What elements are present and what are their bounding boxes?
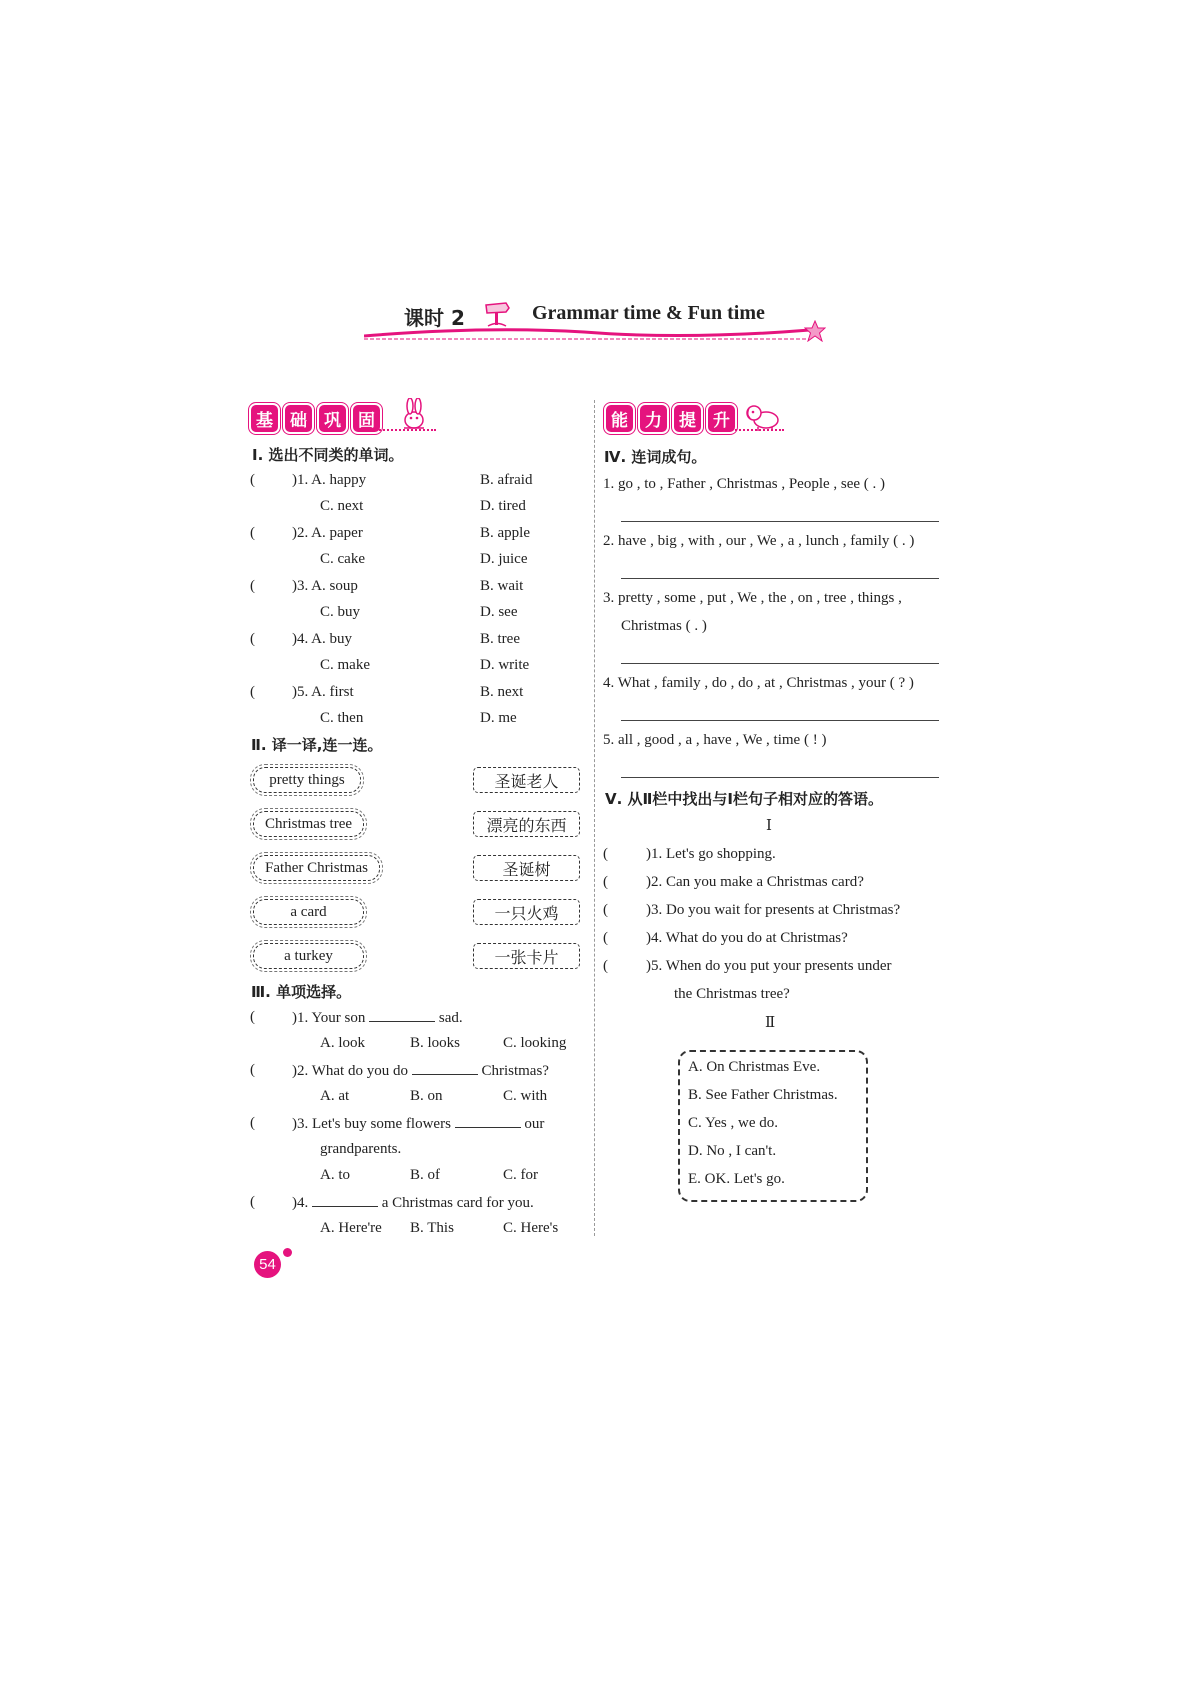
answer-paren: ( [603, 846, 608, 862]
match-chinese-item[interactable]: 一张卡片 [473, 943, 580, 969]
answer-line[interactable] [621, 720, 939, 721]
question-option-a: )3. A. soup [292, 578, 358, 594]
banner-char: 能 [604, 403, 635, 434]
word-order-item: 5. all , good , a , have , We , time ( ! ) [603, 732, 827, 748]
question-option-a: )1. A. happy [292, 472, 367, 488]
answer-option: C. Yes , we do. [688, 1115, 779, 1131]
mc-question [292, 1007, 463, 1028]
dialogue-question: )2. Can you make a Christmas card? [646, 874, 864, 890]
question-text: sad. [438, 1010, 463, 1026]
word-order-item-cont: Christmas ( . ) [621, 618, 707, 634]
question-text: Christmas? [481, 1063, 549, 1079]
banner-underline [720, 429, 784, 431]
answer-blank[interactable] [412, 1060, 478, 1075]
dog-icon [744, 400, 784, 437]
banner-char: 提 [672, 403, 703, 434]
question-option-c: C. make [320, 657, 370, 673]
dialogue-question: )5. When do you put your presents under [646, 958, 892, 974]
question-option-b: B. afraid [480, 472, 533, 488]
question-text: )4. [292, 1195, 309, 1211]
answer-paren: ( [250, 1062, 255, 1078]
column-label-1: Ⅰ [766, 818, 772, 834]
section3-heading: Ⅲ. 单项选择。 [251, 983, 352, 1001]
question-option-d: D. tired [480, 498, 526, 514]
question-option-b: B. apple [480, 525, 530, 541]
banner-char: 固 [351, 403, 382, 434]
option-c: C. Here's [503, 1220, 559, 1236]
question-option-b: B. tree [480, 631, 520, 647]
question-text: our [524, 1116, 545, 1132]
option-a: A. to [320, 1167, 350, 1183]
word-order-item: 1. go , to , Father , Christmas , People , see ( . ) [603, 476, 886, 492]
mc-question [292, 1060, 549, 1081]
option-c: C. looking [503, 1035, 567, 1051]
question-option-c: C. next [320, 498, 364, 514]
section5-heading: Ⅴ. 从Ⅱ栏中找出与Ⅰ栏句子相对应的答语。 [605, 790, 883, 808]
question-option-c: C. then [320, 710, 364, 726]
match-english-item[interactable]: Christmas tree [253, 811, 364, 837]
answer-paren: ( [250, 1115, 255, 1131]
question-option-a: )4. A. buy [292, 631, 352, 647]
option-a: A. Here're [320, 1220, 382, 1236]
question-option-b: B. next [480, 684, 524, 700]
banner-char: 力 [638, 403, 669, 434]
question-option-a: )2. A. paper [292, 525, 363, 541]
rabbit-icon [396, 398, 432, 437]
option-a: A. at [320, 1088, 350, 1104]
page-number: 54 [254, 1251, 281, 1278]
question-continuation: grandparents. [320, 1141, 402, 1157]
section2-heading: Ⅱ. 译一译,连一连。 [251, 736, 383, 754]
match-chinese-item[interactable]: 圣诞树 [473, 855, 580, 881]
word-order-item: 2. have , big , with , our , We , a , lunch , family ( . ) [603, 533, 915, 549]
word-order-item: 4. What , family , do , do , at , Christmas , your ( ? ) [603, 675, 914, 691]
mc-question [292, 1113, 544, 1134]
question-option-a: )5. A. first [292, 684, 354, 700]
match-english-item[interactable]: pretty things [253, 767, 361, 793]
question-option-c: C. cake [320, 551, 365, 567]
question-text: )1. Your son [292, 1010, 366, 1026]
answer-blank[interactable] [455, 1113, 521, 1128]
answer-paren: ( [250, 631, 255, 647]
option-c: C. with [503, 1088, 548, 1104]
question-text: )3. Let's buy some flowers [292, 1116, 451, 1132]
question-option-d: D. me [480, 710, 517, 726]
match-chinese-item[interactable]: 圣诞老人 [473, 767, 580, 793]
option-b: B. on [410, 1088, 443, 1104]
dialogue-question: )4. What do you do at Christmas? [646, 930, 848, 946]
answer-paren: ( [603, 874, 608, 890]
lesson-label: 课时 2 [404, 306, 465, 330]
answer-paren: ( [250, 684, 255, 700]
option-b: B. of [410, 1167, 440, 1183]
answer-blank[interactable] [369, 1007, 435, 1022]
answer-line[interactable] [621, 578, 939, 579]
answer-line[interactable] [621, 521, 939, 522]
question-text: )2. What do you do [292, 1063, 408, 1079]
dialogue-question: )1. Let's go shopping. [646, 846, 776, 862]
answer-paren: ( [250, 472, 255, 488]
dialogue-question-cont: the Christmas tree? [674, 986, 790, 1002]
section-banner-basics [249, 403, 382, 434]
answer-paren: ( [603, 902, 608, 918]
answer-line[interactable] [621, 663, 939, 664]
page-number-dot [283, 1248, 292, 1257]
banner-char: 基 [249, 403, 280, 434]
dialogue-question: )3. Do you wait for presents at Christmas? [646, 902, 901, 918]
answer-paren: ( [603, 958, 608, 974]
answer-option: B. See Father Christmas. [688, 1087, 838, 1103]
match-english-item[interactable]: a turkey [253, 943, 364, 969]
section1-heading: Ⅰ. 选出不同类的单词。 [252, 446, 404, 464]
word-order-item: 3. pretty , some , put , We , the , on , tree , things , [603, 590, 902, 606]
question-option-d: D. see [480, 604, 518, 620]
answer-paren: ( [250, 578, 255, 594]
option-c: C. for [503, 1167, 538, 1183]
question-option-c: C. buy [320, 604, 361, 620]
question-option-b: B. wait [480, 578, 524, 594]
answer-paren: ( [250, 1009, 255, 1025]
banner-underline [372, 429, 436, 431]
option-b: B. looks [410, 1035, 461, 1051]
answer-blank[interactable] [312, 1192, 378, 1207]
question-option-d: D. write [480, 657, 530, 673]
column-label-2: Ⅱ [765, 1015, 776, 1031]
answer-option: D. No , I can't. [688, 1143, 777, 1159]
header-swoosh [364, 326, 810, 347]
answer-paren: ( [250, 1194, 255, 1210]
section-banner-advance [604, 403, 737, 434]
section4-heading: Ⅳ. 连词成句。 [604, 448, 707, 466]
column-divider [594, 400, 595, 1236]
option-b: B. This [410, 1220, 454, 1236]
match-chinese-item[interactable]: 漂亮的东西 [473, 811, 580, 837]
answer-paren: ( [250, 525, 255, 541]
mc-question [292, 1192, 534, 1213]
match-english-item[interactable]: Father Christmas [253, 855, 380, 881]
question-option-d: D. juice [480, 551, 528, 567]
banner-char: 巩 [317, 403, 348, 434]
answer-option: A. On Christmas Eve. [688, 1059, 821, 1075]
banner-char: 础 [283, 403, 314, 434]
option-a: A. look [320, 1035, 365, 1051]
match-english-item[interactable]: a card [253, 899, 364, 925]
answer-line[interactable] [621, 777, 939, 778]
match-chinese-item[interactable]: 一只火鸡 [473, 899, 580, 925]
banner-char: 升 [706, 403, 737, 434]
page-title: Grammar time & Fun time [532, 302, 765, 324]
star-icon [804, 320, 826, 347]
answer-paren: ( [603, 930, 608, 946]
question-text: a Christmas card for you. [381, 1195, 534, 1211]
answer-option: E. OK. Let's go. [688, 1171, 785, 1187]
